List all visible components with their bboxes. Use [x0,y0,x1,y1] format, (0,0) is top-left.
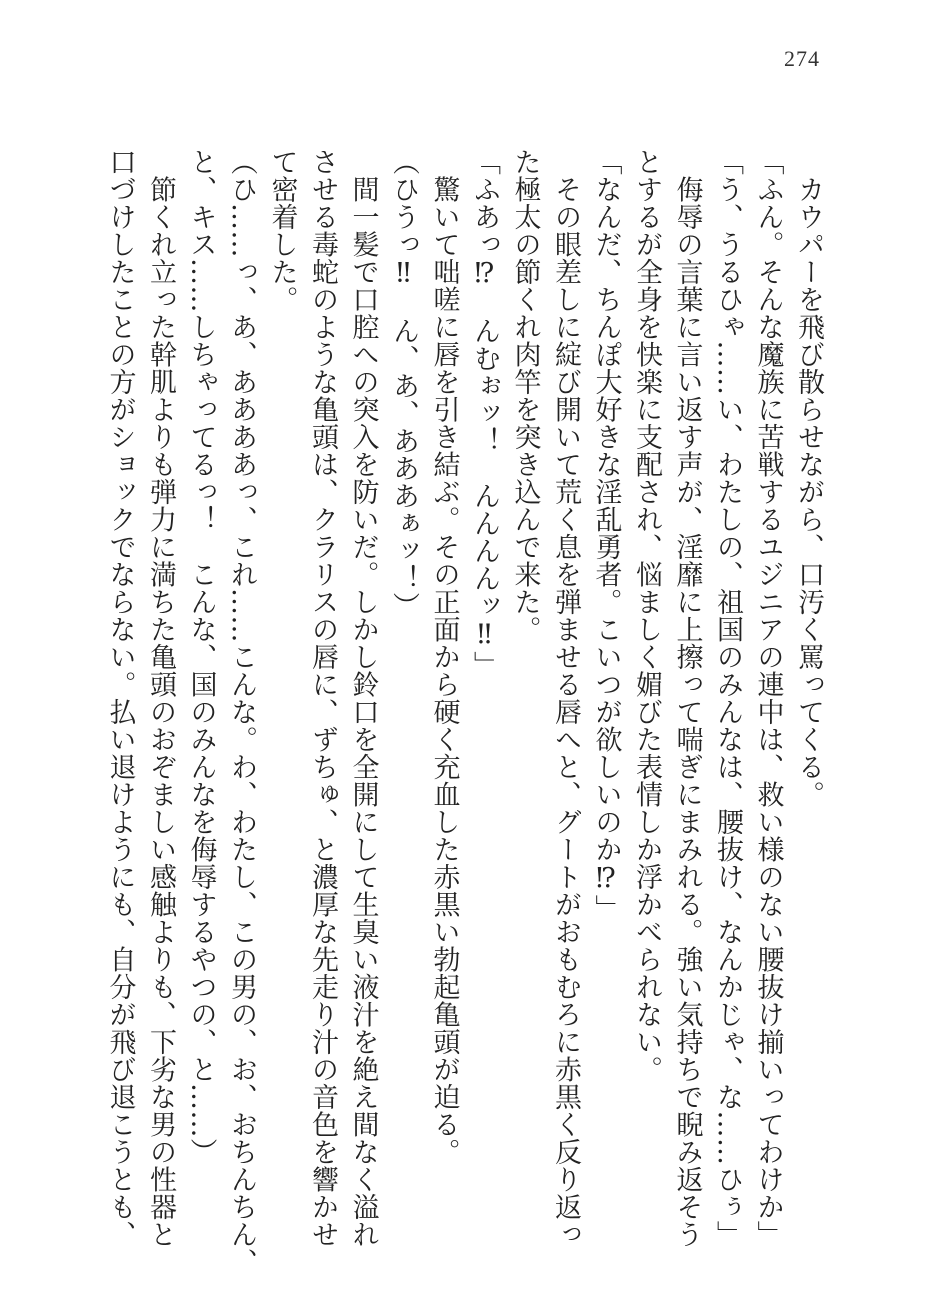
text-line-14: て密着した。 [266,148,298,313]
text-line-18: 口づけしたことの方がショックでならない。払い退けようにも、自分が飛び退こうとも、 [104,148,136,1248]
text-line-13: させる毒蛇のような亀頭は、クラリスの唇に、ずちゅ、と濃厚な先走り汁の音色を響かせ [307,148,338,1248]
text-line-9: 「ふあっ⁉ んむぉッ！ んんんんッ‼」 [469,148,500,679]
text-line-2: 「ふん。そんな魔族に苦戦するユジニアの連中は、救い様のない腰抜け揃いってわけか」 [752,148,784,1248]
text-line-12: 間一髪で口腔への突入を防いだ。しかし鈴口を全開にして生臭い液汁を絶え間なく溢れ [347,148,379,1248]
text-line-8: た極太の節くれ肉竿を突き込んで来た。 [509,148,541,643]
text-line-15: （ひ……っ、あ、ああああっ、これ……こんな。わ、わたし、この男の、お、おちんちん、 [226,148,257,1276]
text-line-16: と、キス……しちゃってるっ！ こんな、国のみんなを侮辱するやつの、と……） [185,148,217,1166]
text-line-4: 侮辱の言葉に言い返す声が、淫靡に上擦って喘ぎにまみれる。強い気持ちで睨み返そう [671,148,703,1248]
text-line-3: 「う、うるひゃ……い、わたしの、祖国のみんなは、腰抜け、なんかじゃ、な……ひぅ」 [712,148,743,1248]
text-line-11: （ひうっ‼ ん、あ、あああぁッ！） [388,148,419,620]
text-line-7: その眼差しに綻び開いて荒く息を弾ませる唇へと、グートがおもむろに赤黒く反り返っ [550,148,581,1248]
page-number: 274 [784,46,820,71]
vertical-text-body [104,148,828,1276]
text-line-6: 「なんだ、ちんぽ大好きな淫乱勇者。こいつが欲しいのか⁉」 [590,148,622,922]
text-line-1: カウパーを飛び散らせながら、口汚く罵ってくる。 [793,148,824,808]
text-line-5: とするが全身を快楽に支配され、悩ましく媚びた表情しか浮かべられない。 [631,148,662,1083]
text-line-10: 驚いて咄嗟に唇を引き結ぶ。その正面から硬く充血した赤黒い勃起亀頭が迫る。 [428,148,460,1166]
text-line-17: 節くれ立った幹肌よりも弾力に満ちた亀頭のおぞましい感触よりも、下劣な男の性器と [145,148,176,1248]
